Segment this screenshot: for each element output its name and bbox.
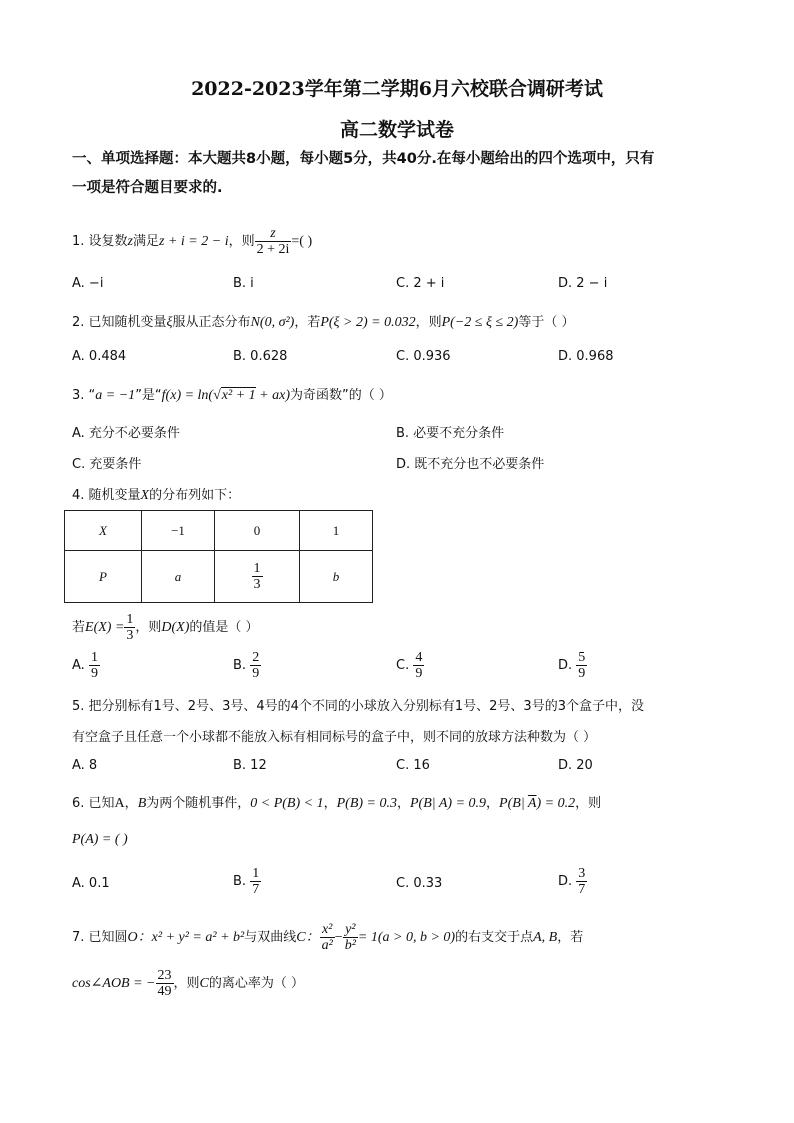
table-cell: −1	[142, 511, 215, 551]
q1-frac-den: 2 + 2i	[256, 242, 290, 257]
q2-option-a[interactable]: A. 0.484	[72, 349, 127, 364]
q3-option-b[interactable]: B. 必要不充分条件	[396, 426, 505, 441]
q2-then: ，则	[415, 315, 442, 330]
q4-option-a[interactable]	[72, 650, 100, 681]
q2-option-c[interactable]: C. 0.936	[396, 349, 451, 364]
q7-x-frac	[320, 922, 335, 953]
table-cell: 0	[215, 511, 300, 551]
q2-dist: N(0, σ²)	[250, 315, 295, 330]
q3-option-a[interactable]: A. 充分不必要条件	[72, 426, 180, 441]
q6-opt-d-num: 3	[578, 866, 586, 881]
q2-cond: P(ξ > 2) = 0.032	[320, 315, 416, 330]
q1-eq: =( )	[291, 234, 313, 249]
q4-cond-frac	[124, 612, 135, 643]
question-4	[72, 484, 240, 504]
q3-sqrt-sign: √	[213, 388, 221, 403]
q4-opt-d-label: D.	[558, 658, 573, 673]
q7-hyp-post: = 1(a > 0, b > 0)	[357, 930, 456, 945]
section-line-2: 一项是符合题目要求的.	[72, 180, 223, 196]
q4-opt-c-den: 9	[415, 666, 423, 681]
q1-option-c[interactable]: C. 2 + i	[396, 276, 445, 291]
q7-cos-pre: cos∠AOB = −	[72, 976, 156, 991]
q7-mid: 与双曲线	[244, 930, 297, 945]
exam-subtitle: 高二数学试卷	[339, 119, 454, 141]
q4-opt-c-frac	[413, 650, 424, 681]
q3-sqrt: x² + 1	[221, 388, 256, 403]
q1-prefix: 1. 设复数	[72, 234, 128, 249]
q7-circle: O：x² + y² = a² + b²	[127, 930, 245, 945]
q3-option-c[interactable]: C. 充要条件	[72, 457, 142, 472]
q4-opt-d-num: 5	[578, 650, 586, 665]
exam-title: 2022-2023学年第二学期6月六校联合调研考试	[191, 78, 603, 100]
table-cell: b	[300, 551, 373, 603]
question-6-line-2	[72, 832, 128, 848]
q4-then: ，则	[135, 620, 162, 635]
q6-c2: P(B) = 0.3	[336, 796, 397, 811]
table-cell: P	[65, 551, 142, 603]
table-fraction	[252, 561, 263, 592]
q7-cos-tail: ，则	[173, 976, 200, 991]
q6-c4-post: ) = 0.2	[536, 796, 576, 811]
q4-cond-den: 3	[126, 628, 134, 643]
q4-option-d[interactable]	[558, 650, 587, 681]
q2-var: ξ	[166, 315, 173, 330]
q1-option-b[interactable]: B. i	[233, 276, 254, 291]
q6-opt-d-den: 7	[578, 882, 586, 897]
q1-condition: z + i = 2 − i	[159, 234, 229, 249]
q1-fraction	[255, 226, 292, 257]
q2-ask: P(−2 ≤ ξ ≤ 2)	[441, 315, 519, 330]
q3-func-pre: f(x) = ln(	[161, 388, 214, 403]
q4-opt-a-den: 9	[90, 666, 98, 681]
q5-option-d[interactable]: D. 20	[558, 758, 593, 773]
q7-y-num: y²	[343, 922, 358, 938]
q4-var: X	[140, 488, 150, 503]
q4-opt-b-num: 2	[252, 650, 260, 665]
q6-event-a: A	[114, 796, 125, 811]
q4-ask: D(X)	[161, 620, 190, 635]
q6-opt-b-num: 1	[252, 866, 260, 881]
table-cell: 1	[300, 511, 373, 551]
table-cell: a	[142, 551, 215, 603]
q3-func-post: + ax)	[255, 388, 290, 403]
q3-prefix: 3. “	[72, 388, 96, 403]
q6-ask: P(A) = ( )	[72, 832, 128, 847]
question-5-line-1: 5. 把分别标有1号、2号、3号、4号的4个不同的小球放入分别标有1号、2号、3号的3个盒子中，没	[72, 699, 644, 714]
q1-var: z	[127, 234, 133, 249]
q6-option-c[interactable]: C. 0.33	[396, 876, 443, 891]
q1-option-a[interactable]: A. −i	[72, 276, 104, 291]
q4-opt-b-den: 9	[252, 666, 260, 681]
q7-hyp-c: C：	[296, 930, 320, 945]
q7-x-num: x²	[320, 922, 335, 938]
q2-cond-pre: ，若	[294, 315, 321, 330]
q6-mid: 为两个随机事件，	[146, 796, 251, 811]
q4-opt-c-num: 4	[415, 650, 423, 665]
q4-ask-tail: 的值是（ ）	[189, 620, 259, 635]
q4-opt-d-frac	[576, 650, 587, 681]
table-row	[65, 551, 373, 603]
q4-opt-d-den: 9	[578, 666, 586, 681]
question-4-condition	[72, 612, 259, 643]
table-frac-num: 1	[253, 561, 261, 576]
q2-prefix: 2. 已知随机变量	[72, 315, 167, 330]
q6-c1: 0 < P(B) < 1	[250, 796, 324, 811]
q5-option-c[interactable]: C. 16	[396, 758, 430, 773]
q4-prefix: 4. 随机变量	[72, 488, 141, 503]
q6-opt-d-frac	[576, 866, 587, 897]
q5-option-b[interactable]: B. 12	[233, 758, 267, 773]
q6-c4-bar: $\overline{A}$	[527, 796, 537, 811]
q7-tail2: ，若	[557, 930, 584, 945]
table-cell	[215, 551, 300, 603]
q6-sep3: ，	[486, 796, 500, 811]
table-row	[65, 511, 373, 551]
q2-mid: 服从正态分布	[172, 315, 251, 330]
q7-x-den: a²	[321, 938, 333, 953]
q1-mid: 满足	[133, 234, 160, 249]
q4-tail: 的分布列如下：	[149, 488, 241, 503]
q4-cond: E(X) =	[85, 620, 125, 635]
q7-tail: 的右支交于点	[455, 930, 534, 945]
question-1	[72, 226, 312, 257]
q4-option-b[interactable]	[233, 650, 261, 681]
section-line-1: 一、单项选择题：本大题共8小题，每小题5分，共40分.在每小题给出的四个选项中，只有	[72, 151, 655, 167]
q7-y-den: b²	[344, 938, 356, 953]
q3-option-d[interactable]: D. 既不充分也不必要条件	[396, 457, 545, 472]
q4-cond-num: 1	[126, 612, 134, 627]
q7-cos-den: 49	[157, 984, 172, 999]
q6-event-b: B	[137, 796, 147, 811]
question-3	[72, 384, 392, 404]
q6-c3: P(B| A) = 0.9	[410, 796, 487, 811]
question-2	[72, 311, 574, 331]
q4-opt-b-frac	[250, 650, 261, 681]
q6-sep1: ，	[323, 796, 337, 811]
q6-prefix: 6. 已知	[72, 796, 115, 811]
q4-opt-a-label: A.	[72, 658, 85, 673]
q2-option-b[interactable]: B. 0.628	[233, 349, 288, 364]
q6-opt-b-den: 7	[252, 882, 260, 897]
table-cell: X	[65, 511, 142, 551]
q6-opt-d-label: D.	[558, 874, 573, 889]
q7-c: C	[199, 976, 209, 991]
q5-option-a[interactable]: A. 8	[72, 758, 98, 773]
q4-option-c[interactable]	[396, 650, 424, 681]
question-5-line-2: 有空盒子且任意一个小球都不能放入标有相同标号的盒子中，则不同的放球方法种数为（ ）	[72, 730, 597, 745]
q4-opt-a-num: 1	[90, 650, 98, 665]
question-6	[72, 792, 601, 812]
q3-mid: ”是“	[135, 388, 162, 403]
q6-sep: ，	[124, 796, 138, 811]
q4-opt-c-label: C.	[396, 658, 410, 673]
q2-tail: 等于（ ）	[518, 315, 575, 330]
q7-y-frac	[343, 922, 358, 953]
question-7-line-2	[72, 968, 304, 999]
q1-option-d[interactable]: D. 2 − i	[558, 276, 608, 291]
q7-ask: 的离心率为（ ）	[208, 976, 305, 991]
q7-minus: −	[334, 930, 343, 945]
question-7	[72, 922, 583, 953]
q3-cond: a = −1	[95, 388, 136, 403]
q6-option-d[interactable]	[558, 866, 587, 897]
q1-then: ，则	[228, 234, 255, 249]
q7-cos-frac	[156, 968, 174, 999]
table-frac-den: 3	[253, 577, 261, 592]
q3-tail: 为奇函数”的（ ）	[289, 388, 392, 403]
q7-points: A, B	[533, 930, 558, 945]
q1-frac-num: z	[255, 226, 292, 242]
q6-option-b[interactable]	[233, 866, 261, 897]
q2-option-d[interactable]: D. 0.968	[558, 349, 614, 364]
q6-then: ，则	[575, 796, 602, 811]
q6-option-a[interactable]: A. 0.1	[72, 876, 110, 891]
q4-cond-pre: 若	[72, 620, 86, 635]
distribution-table	[64, 510, 373, 603]
q6-opt-b-frac	[250, 866, 261, 897]
q4-opt-b-label: B.	[233, 658, 247, 673]
q6-c4-pre: P(B|	[499, 796, 528, 811]
q6-opt-b-label: B.	[233, 874, 247, 889]
q4-opt-a-frac	[89, 650, 100, 681]
q7-cos-num: 23	[157, 968, 172, 983]
q6-sep2: ，	[396, 796, 410, 811]
q7-prefix: 7. 已知圆	[72, 930, 128, 945]
section-heading	[72, 145, 732, 203]
